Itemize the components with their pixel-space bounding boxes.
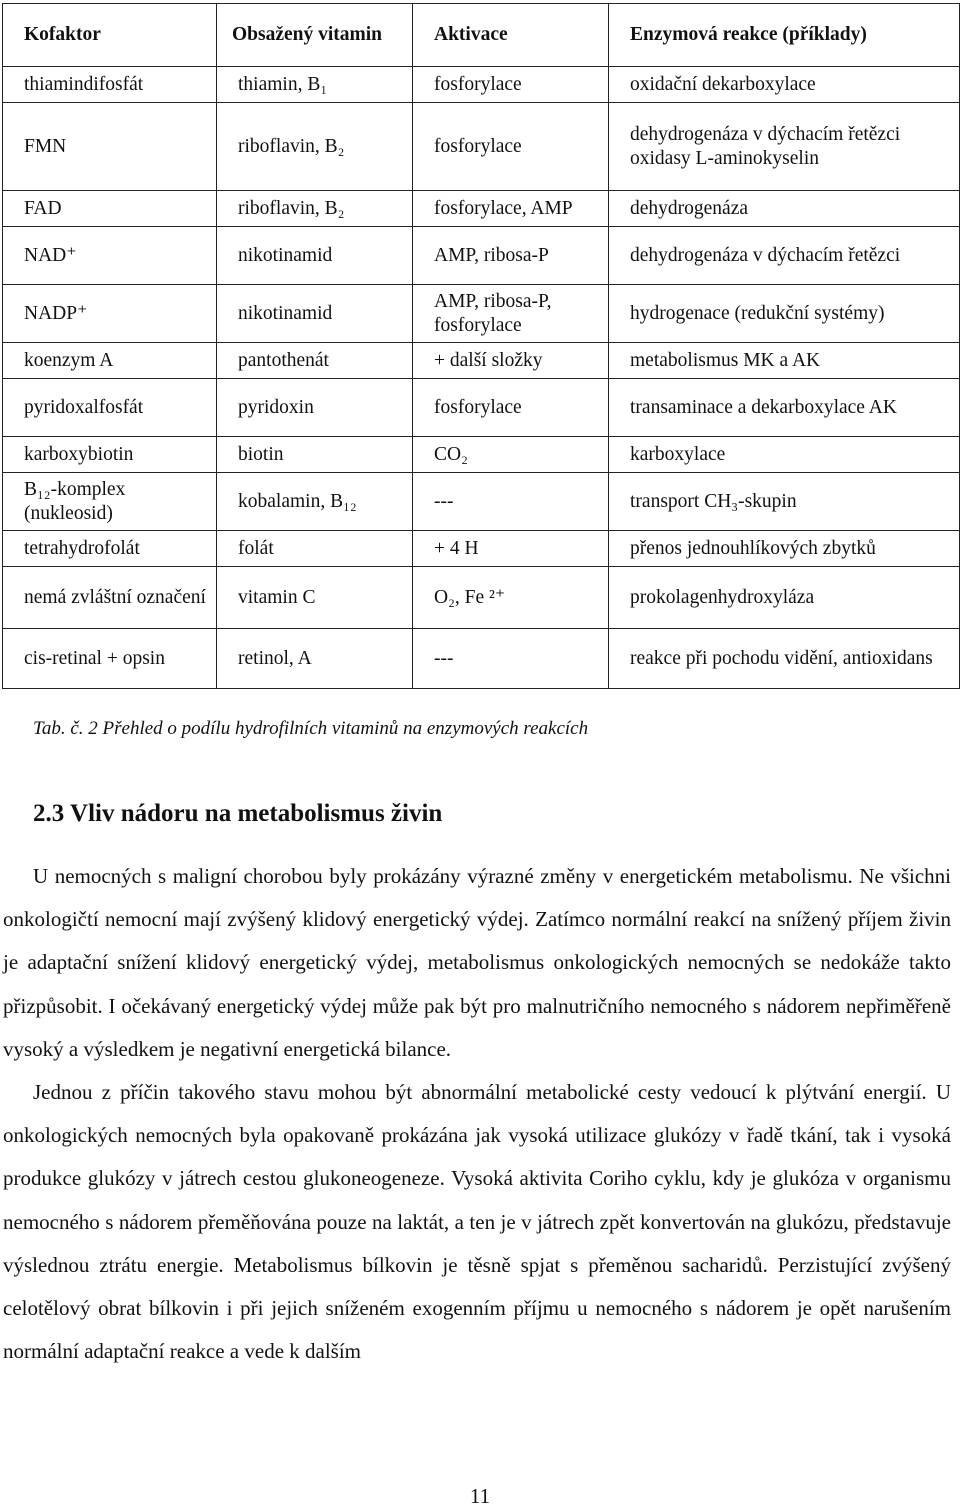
page-number: 11	[469, 1484, 491, 1508]
table-row	[3, 191, 960, 227]
table-cell: NAD⁺	[3, 227, 217, 285]
paragraph: Jednou z příčin takového stavu mohou být abnormální metabolické cesty vedoucí k plýtvání energií. U onkologických nemocných byla opakovaně prokázána jak vysoká utilizace glukózy v řadě tkání, tak i vysoká produkce glukózy v játrech cestou glukoneogeneze. Vysoká aktivita Coriho cyklu, kdy je glukóza v organismu nemocného s nádorem přeměňována pouze na laktát, a ten je v játrech zpět konvertován na glukózu, představuje výslednou ztrátu energie. Metabolismus bílkovin je těsně spjat s přeměnou sacharidů. Perzistující zvýšený celotělový obrat bílkovin i při jejich sníženém exogenním příjmu u nemocného s nádorem je opět narušením normální adaptační reakce a vede k dalším	[3, 1080, 951, 1364]
table-caption: Tab. č. 2 Přehled o podílu hydrofilních vitaminů na enzymových reakcích	[33, 718, 589, 739]
table-cell: dehydrogenáza	[609, 191, 960, 227]
table-cell: fosforylace	[413, 67, 609, 103]
table-cell: pyridoxalfosfát	[3, 379, 217, 437]
table-cell: cis-retinal + opsin	[3, 629, 217, 689]
table-cell: thiamindifosfát	[3, 67, 217, 103]
table-cell: pantothenát	[217, 343, 413, 379]
table-cell: riboflavin, B₂	[217, 191, 413, 227]
paragraph: U nemocných s maligní chorobou byly prokázány výrazné změny v energetickém metabolismu. Ne všichni onkologičtí nemocní mají zvýšený klidový energetický výdej. Zatímco normální reakcí na snížený příjem živin je adaptační snížení klidový energetický výdej, metabolismus onkologických nemocných se nedokáže takto přizpůsobit. I očekávaný energetický výdej může pak být pro malnutričního nemocného s nádorem nepřiměřeně vysoký a výsledkem je negativní energetická bilance.	[3, 864, 951, 1061]
table-cell: přenos jednouhlíkových zbytků	[609, 531, 960, 567]
header-activation: Aktivace	[413, 4, 609, 67]
table-cell: dehydrogenáza v dýchacím řetězci oxidasy L-aminokyselin	[609, 103, 960, 191]
table-row	[3, 67, 960, 103]
table-row	[3, 531, 960, 567]
table-cell: fosforylace	[413, 103, 609, 191]
table-header-row	[3, 4, 960, 67]
vitamin-cofactor-table	[2, 3, 960, 689]
table-cell: ---	[413, 473, 609, 531]
table-cell: thiamin, B₁	[217, 67, 413, 103]
table-cell: prokolagenhydroxyláza	[609, 567, 960, 629]
table-row	[3, 343, 960, 379]
table-cell: CO₂	[413, 437, 609, 473]
table-cell: FMN	[3, 103, 217, 191]
table-cell: koenzym A	[3, 343, 217, 379]
table-cell: vitamin C	[217, 567, 413, 629]
table-cell: pyridoxin	[217, 379, 413, 437]
table-cell: transaminace a dekarboxylace AK	[609, 379, 960, 437]
table-row	[3, 285, 960, 343]
table-cell: FAD	[3, 191, 217, 227]
section-heading: 2.3 Vliv nádoru na metabolismus živin	[33, 800, 443, 827]
table-cell: retinol, A	[217, 629, 413, 689]
table-cell: AMP, ribosa-P, fosforylace	[413, 285, 609, 343]
table-cell: reakce při pochodu vidění, antioxidans	[609, 629, 960, 689]
table-cell: nikotinamid	[217, 227, 413, 285]
table-row	[3, 227, 960, 285]
table-cell: NADP⁺	[3, 285, 217, 343]
table-row	[3, 629, 960, 689]
header-vitamin: Obsažený vitamin	[217, 4, 413, 67]
header-cofactor: Kofaktor	[3, 4, 217, 67]
table-cell: kobalamin, B₁₂	[217, 473, 413, 531]
table-cell: riboflavin, B₂	[217, 103, 413, 191]
table-cell: + další složky	[413, 343, 609, 379]
table-cell: nemá zvláštní označení	[3, 567, 217, 629]
table-cell: fosforylace, AMP	[413, 191, 609, 227]
table-cell: karboxybiotin	[3, 437, 217, 473]
table-cell: karboxylace	[609, 437, 960, 473]
table-cell: O₂, Fe ²⁺	[413, 567, 609, 629]
table-row	[3, 567, 960, 629]
table-cell: fosforylace	[413, 379, 609, 437]
body-text	[3, 855, 951, 1373]
table-row	[3, 437, 960, 473]
table-row	[3, 103, 960, 191]
table-row	[3, 379, 960, 437]
table-cell: hydrogenace (redukční systémy)	[609, 285, 960, 343]
table-cell: AMP, ribosa-P	[413, 227, 609, 285]
table-row	[3, 473, 960, 531]
table-cell: nikotinamid	[217, 285, 413, 343]
table-cell: folát	[217, 531, 413, 567]
table-cell: tetrahydrofolát	[3, 531, 217, 567]
table-cell: oxidační dekarboxylace	[609, 67, 960, 103]
table-cell: dehydrogenáza v dýchacím řetězci	[609, 227, 960, 285]
table-cell: + 4 H	[413, 531, 609, 567]
table-cell: biotin	[217, 437, 413, 473]
table-cell: transport CH₃-skupin	[609, 473, 960, 531]
header-enzyme-reaction: Enzymová reakce (příklady)	[609, 4, 960, 67]
table-cell: metabolismus MK a AK	[609, 343, 960, 379]
table-cell: ---	[413, 629, 609, 689]
table-cell: B₁₂-komplex (nukleosid)	[3, 473, 217, 531]
